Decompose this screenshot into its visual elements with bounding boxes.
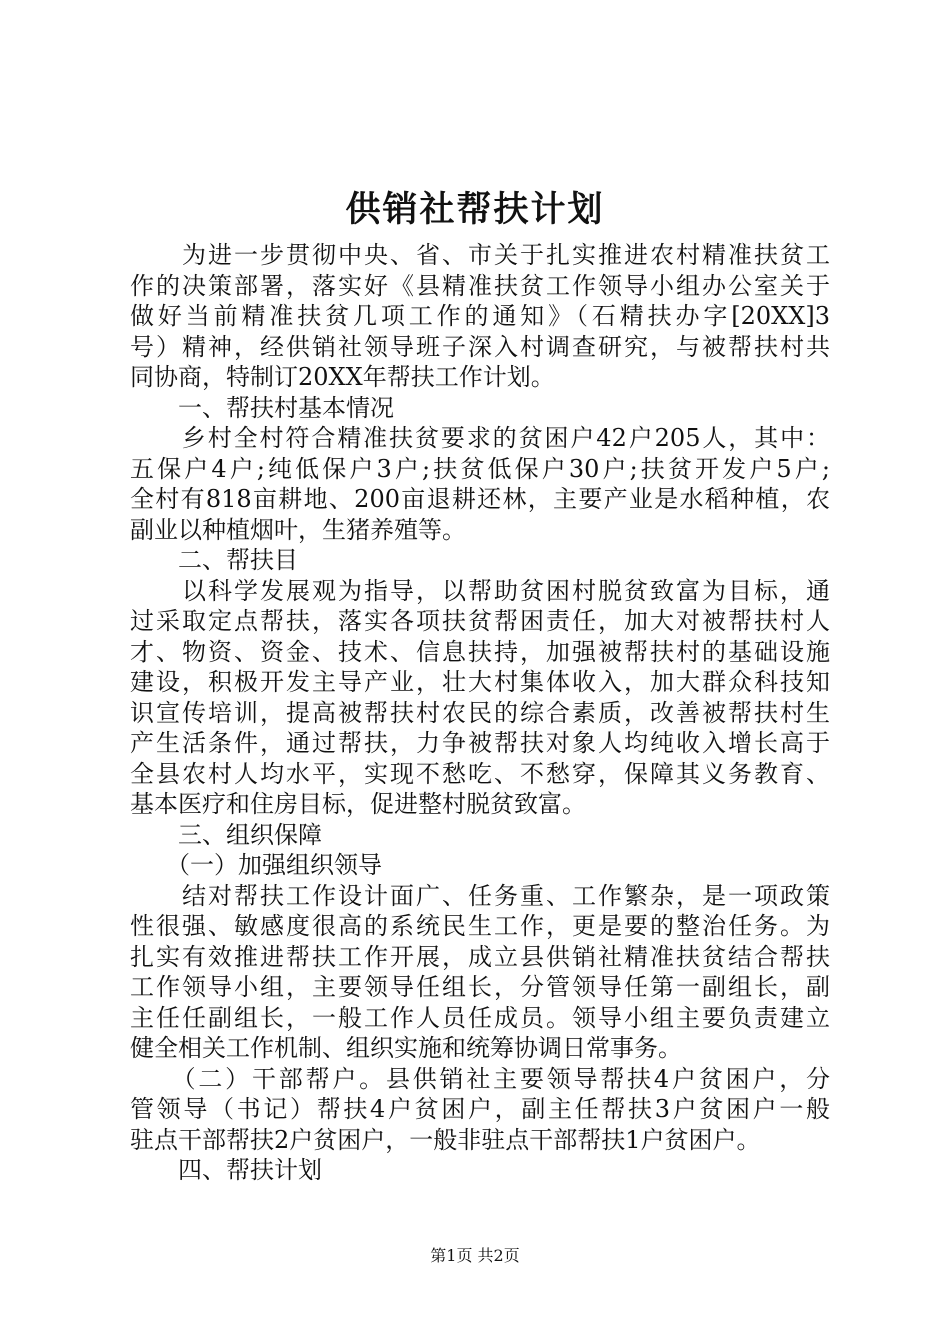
body-line: 才、物资、资金、技术、信息扶持，加强被帮扶村的基础设施 [130,637,830,666]
body-line: 产生活条件，通过帮扶，力争被帮扶对象人均纯收入增长高于 [130,729,830,757]
body-line: 作的决策部署，落实好《县精准扶贫工作领导小组办公室关于 [130,271,830,300]
body-line: 过采取定点帮扶，落实各项扶贫帮困责任，加大对被帮扶村人 [130,607,830,635]
section-heading: 二、帮扶目 [130,546,298,574]
section-heading: 三、组织保障 [130,820,322,849]
body-line: （二）干部帮户。县供销社主要领导帮扶4户贫困户，分 [130,1064,830,1093]
body-line: 全村有818亩耕地、200亩退耕还林，主要产业是水稻种植，农 [130,485,830,513]
document-body [130,240,830,1186]
body-line: 同协商，特制订20XX年帮扶工作计划。 [130,363,555,391]
body-line: 识宣传培训，提高被帮扶村农民的综合素质，改善被帮扶村生 [130,698,830,727]
body-line: 工作领导小组，主要领导任组长，分管领导任第一副组长，副 [130,973,830,1001]
body-line: 驻点干部帮扶2户贫困户，一般非驻点干部帮扶1户贫困户。 [130,1125,761,1154]
body-line: 号）精神，经供销社领导班子深入村调查研究，与被帮扶村共 [130,332,830,361]
body-line: 五保户4户;纯低保户3户;扶贫低保户30户;扶贫开发户5户; [130,454,830,483]
body-line: 管领导（书记）帮扶4户贫困户，副主任帮扶3户贫困户一般 [130,1095,830,1123]
body-line: 扎实有效推进帮扶工作开展，成立县供销社精准扶贫结合帮扶 [130,942,830,971]
body-line: 乡村全村符合精准扶贫要求的贫困户42户205人，其中： [130,424,830,452]
page-number-footer: 第1页 共2页 [430,1246,520,1265]
document-title: 供销社帮扶计划 [345,189,605,230]
subsection-heading: （一）加强组织领导 [130,851,382,879]
body-line: 副业以种植烟叶，生猪养殖等。 [130,515,466,544]
body-line: 性很强、敏感度很高的系统民生工作，更是要的整治任务。为 [130,912,830,940]
body-line: 基本医疗和住房目标，促进整村脱贫致富。 [130,790,586,818]
body-line: 做好当前精准扶贫几项工作的通知》（石精扶办字[20XX]3 [130,302,830,330]
body-line: 健全相关工作机制、组织实施和统筹协调日常事务。 [130,1034,682,1062]
body-line: 建设，积极开发主导产业，壮大村集体收入，加大群众科技知 [130,668,830,696]
body-line: 结对帮扶工作设计面广、任务重、工作繁杂，是一项政策 [130,881,830,910]
section-heading: 一、帮扶村基本情况 [130,393,394,422]
body-line: 为进一步贯彻中央、省、市关于扎实推进农村精准扶贫工 [130,241,830,269]
section-heading: 四、帮扶计划 [130,1156,322,1184]
body-line: 主任任副组长，一般工作人员任成员。领导小组主要负责建立 [130,1003,830,1032]
body-line: 全县农村人均水平，实现不愁吃、不愁穿，保障其义务教育、 [130,759,830,788]
body-line: 以科学发展观为指导，以帮助贫困村脱贫致富为目标，通 [130,576,830,605]
